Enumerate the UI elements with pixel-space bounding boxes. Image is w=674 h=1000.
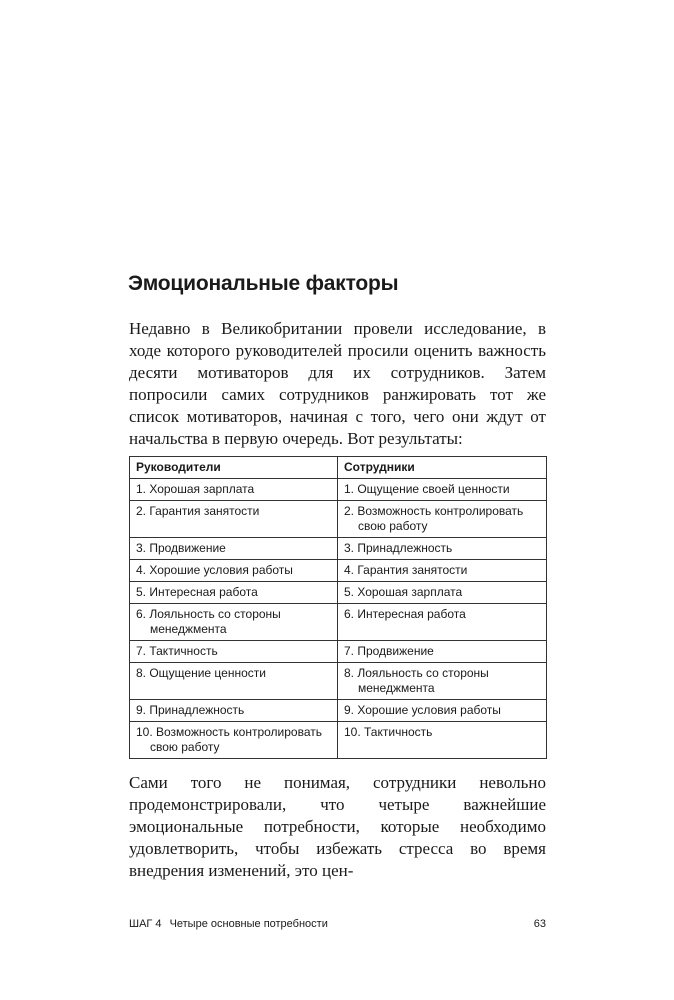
outro-paragraph: Сами того не понимая, сотрудники невольно продемонстрировали, что четыре важнейшие эмоциональные потребности, которые необходимо удовлетворить, чтобы избежать стресса во время внедрения изменений, это цен- (129, 773, 546, 880)
table-row (130, 501, 547, 538)
table-cell-managers (130, 582, 338, 604)
table-row (130, 641, 547, 663)
chapter-label: ШАГ 4 (129, 918, 162, 930)
table-cell-employees (338, 700, 547, 722)
cell-text: 2. Гарантия занятости (136, 504, 260, 518)
table-cell-managers (130, 700, 338, 722)
table-cell-employees (338, 479, 547, 501)
running-footer (129, 917, 328, 931)
header-employees: Сотрудники (338, 457, 547, 479)
table-cell-employees (338, 663, 547, 700)
cell-text: 8. Лояльность со стороны менеджмента (344, 666, 489, 695)
table-row (130, 560, 547, 582)
table-row (130, 582, 547, 604)
cell-text: 2. Возможность контролировать свою работу (344, 504, 524, 533)
table-cell-managers (130, 538, 338, 560)
cell-text: 4. Гарантия занятости (344, 563, 468, 577)
cell-text: 6. Интересная работа (344, 607, 466, 621)
cell-text: 3. Продвижение (136, 541, 226, 555)
table-cell-managers (130, 604, 338, 641)
table-cell-managers (130, 501, 338, 538)
cell-text: 9. Хорошие условия работы (344, 703, 501, 717)
table-row (130, 538, 547, 560)
table-row (130, 663, 547, 700)
cell-text: 7. Продвижение (344, 644, 434, 658)
table-cell-managers (130, 641, 338, 663)
cell-text: 1. Хорошая зарплата (136, 482, 255, 496)
page-number: 63 (533, 918, 546, 930)
table-header-row (130, 457, 547, 479)
table-row (130, 700, 547, 722)
table-cell-employees (338, 582, 547, 604)
chapter-title: Четыре основные потребности (169, 918, 328, 930)
cell-text: 10. Тактичность (344, 725, 433, 739)
table-cell-managers (130, 560, 338, 582)
cell-text: 5. Интересная работа (136, 585, 258, 599)
cell-text: 7. Тактичность (136, 644, 218, 658)
cell-text: 8. Ощущение ценности (136, 666, 266, 680)
table-cell-managers (130, 722, 338, 759)
cell-text: 1. Ощущение своей ценности (344, 482, 510, 496)
cell-text: 5. Хорошая зарплата (344, 585, 463, 599)
table-cell-employees (338, 641, 547, 663)
table-cell-managers (130, 663, 338, 700)
section-heading: Эмоциональные факторы (128, 272, 399, 295)
table-cell-employees (338, 722, 547, 759)
cell-text: 4. Хорошие условия работы (136, 563, 293, 577)
table-row (130, 722, 547, 759)
motivators-table (129, 456, 547, 759)
cell-text: 9. Принадлежность (136, 703, 245, 717)
table-cell-employees (338, 560, 547, 582)
table-row (130, 479, 547, 501)
table-cell-employees (338, 538, 547, 560)
table-cell-managers (130, 479, 338, 501)
header-managers: Руководители (130, 457, 338, 479)
intro-paragraph: Недавно в Великобритании провели исследование, в ходе которого руководителей просили оценить важность десяти мотиваторов для их сотрудников. Затем попросили самих сотрудников ранжировать тот же список мотиваторов, начиная с того, чего они ждут от начальства в первую очередь. Вот результаты: (129, 319, 546, 448)
cell-text: 6. Лояльность со стороны менеджмента (136, 607, 281, 636)
table-cell-employees (338, 604, 547, 641)
table-cell-employees (338, 501, 547, 538)
cell-text: 10. Возможность контролировать свою работу (136, 725, 322, 754)
cell-text: 3. Принадлежность (344, 541, 453, 555)
table-row (130, 604, 547, 641)
